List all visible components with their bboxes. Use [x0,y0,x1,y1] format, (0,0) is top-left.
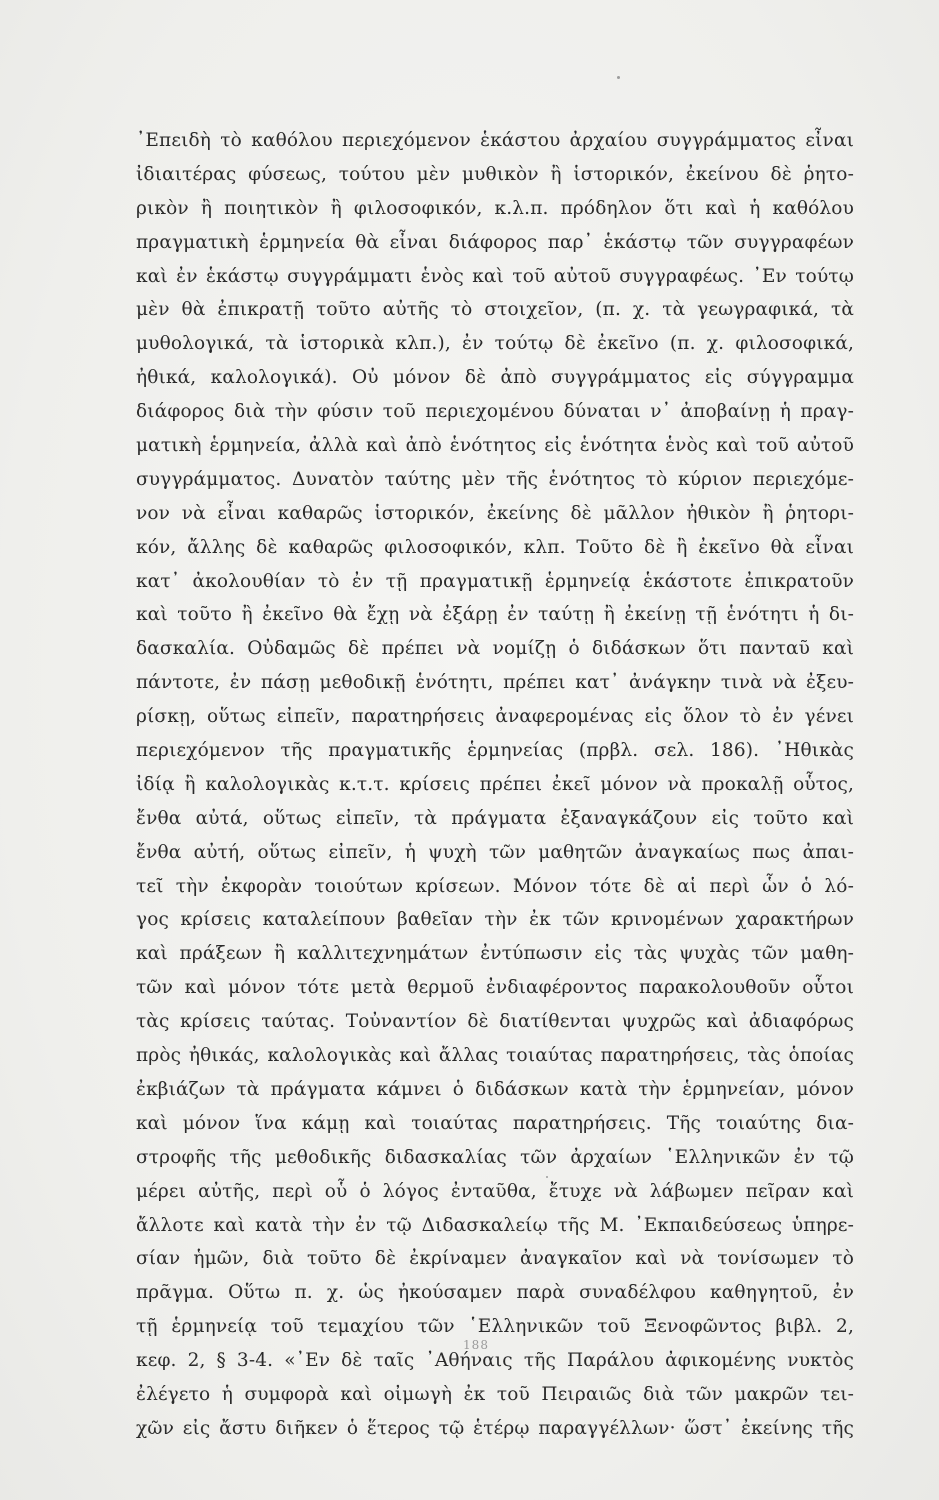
text-line: τεῖ τὴν ἐκφορὰν τοιούτων κρίσεων. Μόνον τότε δὲ αἱ περὶ ὧν ὁ λό- [136,875,854,897]
text-line: κατ᾿ ἀκολουθίαν τὸ ἐν τῇ πραγματικῇ ἑρμηνείᾳ ἑκάστοτε ἐπικρατοῦν [136,570,854,592]
text-line: πάντοτε, ἐν πάσῃ μεθοδικῇ ἑνότητι, πρέπει κατ᾿ ἀνάγκην τινὰ νὰ ἐξευ- [136,672,854,694]
text-line: ἐκβιάζων τὰ πράγματα κάμνει ὁ διδάσκων κατὰ τὴν ἑρμηνείαν, μόνον [136,1078,854,1100]
print-speck [617,76,620,79]
text-line: ἠθικά, καλολογικά). Οὐ μόνον δὲ ἀπὸ συγγράμματος εἰς σύγγραμμα [136,367,854,389]
text-line: κόν, ἄλλης δὲ καθαρῶς φιλοσοφικόν, κλπ. Τοῦτο δὲ ἢ ἐκεῖνο θὰ εἶναι [136,536,854,558]
text-line: ᾿Επειδὴ τὸ καθόλου περιεχόμενον ἑκάστου ἀρχαίου συγγράμματος εἶναι [136,130,854,151]
text-line: μέρει αὐτῆς, περὶ οὗ ὁ λόγος ἐνταῦθα, ἔτυχε νὰ λάβωμεν πεῖραν καὶ [136,1180,854,1202]
text-line: τὰς κρίσεις ταύτας. Τοὐναντίον δὲ διατίθενται ψυχρῶς καὶ ἀδιαφόρως [136,1011,854,1033]
text-line: μυθολογικά, τὰ ἱστορικὰ κλπ.), ἐν τούτῳ δὲ ἐκεῖνο (π. χ. φιλοσοφικά, [136,333,854,355]
text-line: στροφῆς τῆς μεθοδικῆς διδασκαλίας τῶν ἀρχαίων ῾Ελληνικῶν ἐν τῷ [136,1146,854,1168]
text-line: μὲν θὰ ἐπικρατῇ τοῦτο αὐτῆς τὸ στοιχεῖον, (π. χ. τὰ γεωγραφικά, τὰ [136,299,854,321]
text-line: πρὸς ἠθικάς, καλολογικὰς καὶ ἄλλας τοιαύτας παρατηρήσεις, τὰς ὁποίας [136,1045,854,1067]
text-line: ἰδίᾳ ἢ καλολογικὰς κ.τ.τ. κρίσεις πρέπει ἐκεῖ μόνον νὰ προκαλῇ οὗτος, [136,773,854,795]
text-line: χῶν εἰς ἄστυ διῆκεν ὁ ἕτερος τῷ ἑτέρῳ παραγγέλλων· ὥστ᾿ ἐκείνης τῆς [136,1417,854,1439]
text-line: κεφ. 2, § 3-4. «᾿Εν δὲ ταῖς ᾿Αθήναις τῆς Παράλου ἀφικομένης νυκτὸς [136,1350,854,1372]
page-number: 188 [463,1338,489,1352]
text-line: ρικὸν ἢ ποιητικὸν ἢ φιλοσοφικόν, κ.λ.π. πρόδηλον ὅτι καὶ ἡ καθόλου [136,197,854,219]
text-line: πρᾶγμα. Οὕτω π. χ. ὡς ἠκούσαμεν παρὰ συναδέλφου καθηγητοῦ, ἐν [136,1282,854,1304]
text-line: ἔνθα αὐτή, οὕτως εἰπεῖν, ἡ ψυχὴ τῶν μαθητῶν ἀναγκαίως πως ἀπαι- [136,841,854,863]
text-line: τῇ ἑρμηνείᾳ τοῦ τεμαχίου τῶν ῾Ελληνικῶν τοῦ Ξενοφῶντος βιβλ. 2, [136,1316,854,1338]
text-line: σίαν ἡμῶν, διὰ τοῦτο δὲ ἐκρίναμεν ἀναγκαῖον καὶ νὰ τονίσωμεν τὸ [136,1248,854,1270]
text-line: περιεχόμενον τῆς πραγματικῆς ἑρμηνείας (πρβλ. σελ. 186). ᾿Ηθικὰς [136,740,854,762]
text-line: καὶ πράξεων ἢ καλλιτεχνημάτων ἐντύπωσιν εἰς τὰς ψυχὰς τῶν μαθη- [136,943,854,965]
text-line: γος κρίσεις καταλείπουν βαθεῖαν τὴν ἐκ τῶν κρινομένων χαρακτήρων [136,909,854,931]
text-line: καὶ τοῦτο ἢ ἐκεῖνο θὰ ἔχῃ νὰ ἐξάρῃ ἐν ταύτῃ ἢ ἐκείνῃ τῇ ἑνότητι ἡ δι- [136,604,854,626]
text-line: νον νὰ εἶναι καθαρῶς ἱστορικόν, ἐκείνης δὲ μᾶλλον ἠθικὸν ἢ ῥητορι- [136,502,854,524]
text-line: ἰδιαιτέρας φύσεως, τούτου μὲν μυθικὸν ἢ ἱστορικόν, ἐκείνου δὲ ῥητο- [136,163,854,185]
text-line: συγγράμματος. Δυνατὸν ταύτης μὲν τῆς ἑνότητος τὸ κύριον περιεχόμε- [136,468,854,490]
text-line: ἐλέγετο ἡ συμφορὰ καὶ οἰμωγὴ ἐκ τοῦ Πειραιῶς διὰ τῶν μακρῶν τει- [136,1383,854,1405]
text-line: δασκαλία. Οὐδαμῶς δὲ πρέπει νὰ νομίζῃ ὁ διδάσκων ὅτι πανταῦ καὶ [136,638,854,660]
text-line: τῶν καὶ μόνον τότε μετὰ θερμοῦ ἐνδιαφέροντος παρακολουθοῦν οὗτοι [136,977,854,999]
text-line: ρίσκῃ, οὕτως εἰπεῖν, παρατηρήσεις ἀναφερομένας εἰς ὅλον τὸ ἐν γένει [136,706,854,728]
text-line: πραγματικὴ ἑρμηνεία θὰ εἶναι διάφορος παρ᾿ ἑκάστῳ τῶν συγγραφέων [136,231,854,253]
body-text [136,124,854,1446]
text-line: καὶ μόνον ἵνα κάμῃ καὶ τοιαύτας παρατηρήσεις. Τῆς τοιαύτης δια- [136,1112,854,1134]
text-line: ἔνθα αὐτά, οὕτως εἰπεῖν, τὰ πράγματα ἐξαναγκάζουν εἰς τοῦτο καὶ [136,807,854,829]
text-line: διάφορος διὰ τὴν φύσιν τοῦ περιεχομένου δύναται ν᾿ ἀποβαίνῃ ἡ πραγ- [136,401,854,423]
text-line: καὶ ἐν ἑκάστῳ συγγράμματι ἑνὸς καὶ τοῦ αὐτοῦ συγγραφέως. ᾿Εν τούτῳ [136,265,854,287]
text-line: ματικὴ ἑρμηνεία, ἀλλὰ καὶ ἀπὸ ἑνότητος εἰς ἑνότητα ἑνὸς καὶ τοῦ αὐτοῦ [136,435,854,457]
text-line: ἄλλοτε καὶ κατὰ τὴν ἐν τῷ Διδασκαλείῳ τῆς Μ. ᾿Εκπαιδεύσεως ὑπηρε- [136,1214,854,1236]
